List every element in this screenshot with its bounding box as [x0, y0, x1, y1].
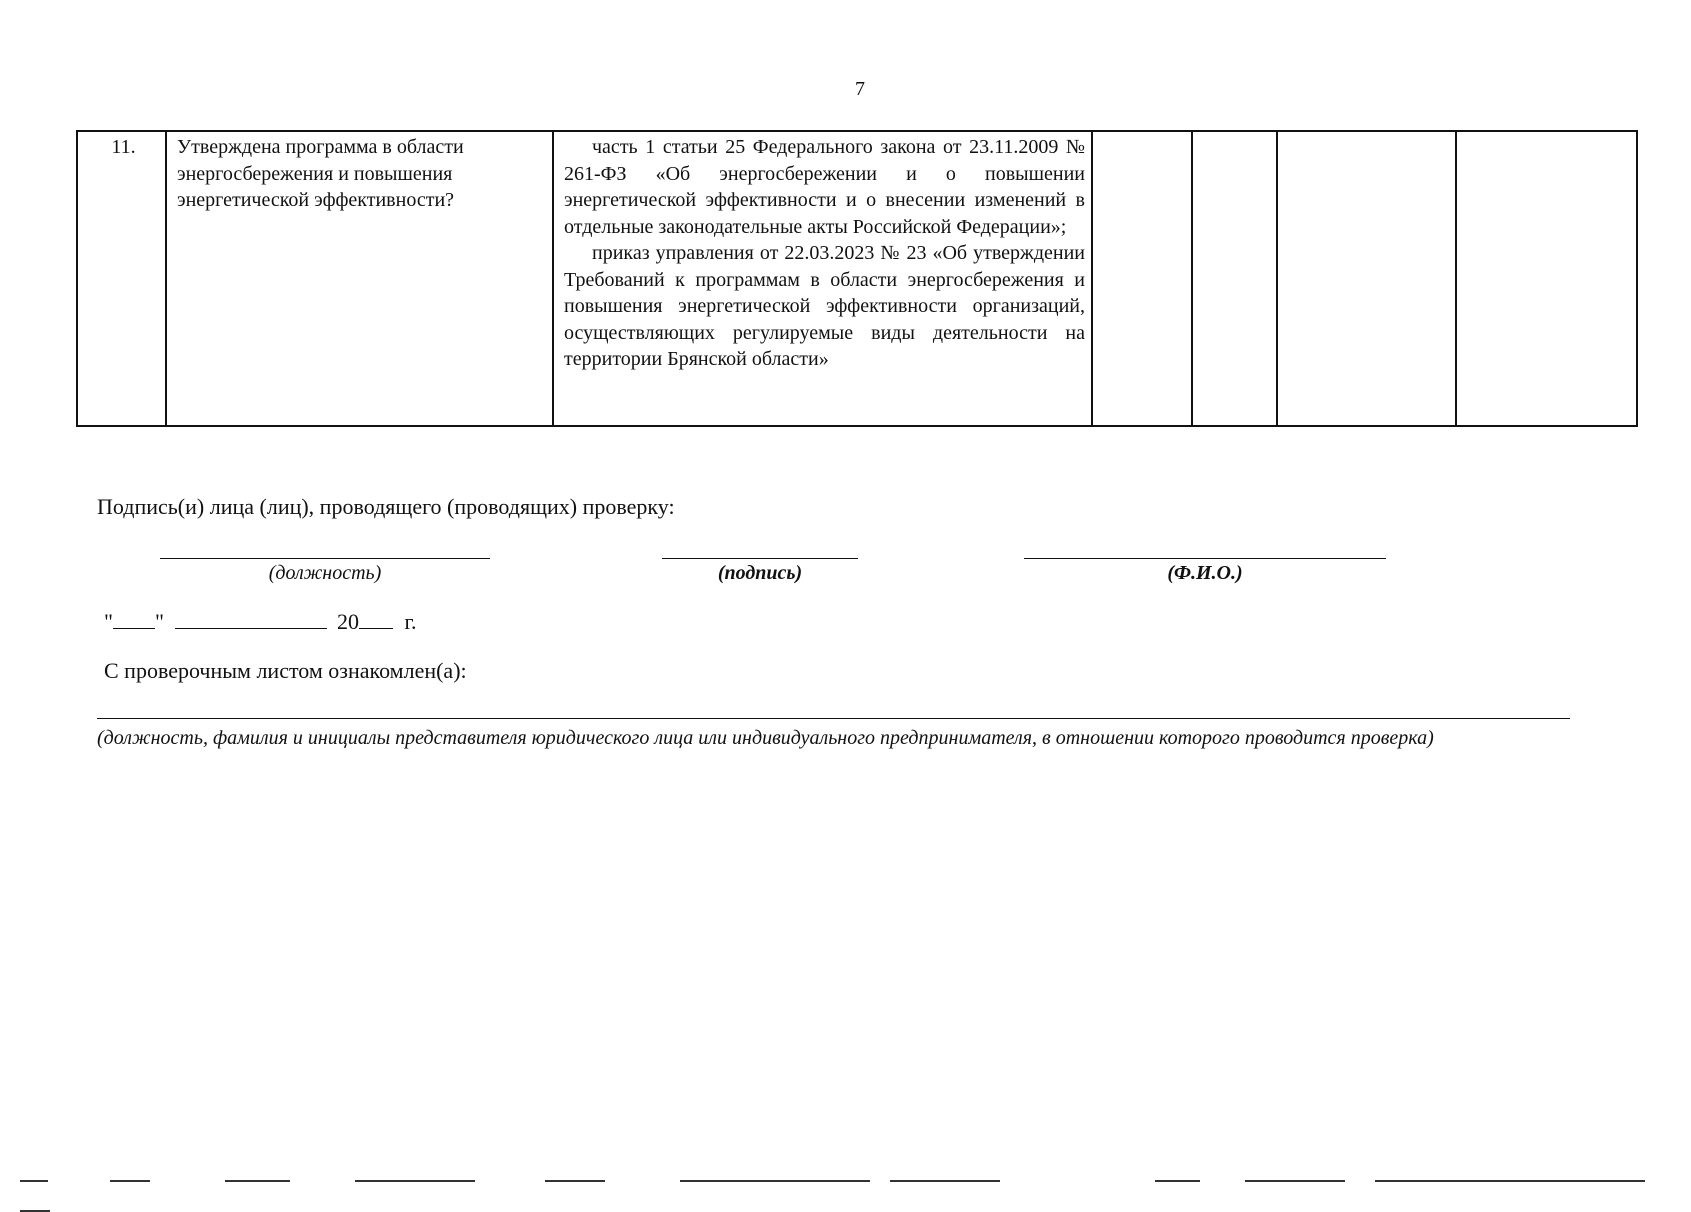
- year-blank: [359, 608, 393, 629]
- signature-caption: (подпись): [717, 562, 803, 584]
- scan-artifact: [1155, 1180, 1200, 1182]
- scan-artifact: [110, 1180, 150, 1182]
- signature-heading: Подпись(и) лица (лиц), проводящего (проводящих) проверку:: [97, 494, 675, 519]
- answer-yes-cell: [1092, 131, 1192, 426]
- month-blank: [175, 608, 327, 629]
- scan-artifact: [20, 1180, 48, 1182]
- answer-na-cell: [1277, 131, 1456, 426]
- year-prefix: 20: [336, 609, 359, 634]
- question-cell: Утверждена программа в области энергосбережения и повышения энергетической эффективности?: [166, 131, 553, 426]
- date-line: [104, 608, 417, 635]
- page-number: 7: [855, 78, 865, 100]
- legal-basis-cell: [553, 131, 1092, 426]
- scan-artifact: [890, 1180, 1000, 1182]
- scan-artifact: [225, 1180, 290, 1182]
- scan-artifact: [1245, 1180, 1345, 1182]
- position-line: [160, 558, 490, 559]
- name-line: [1024, 558, 1386, 559]
- representative-caption: (должность, фамилия и инициалы представителя юридического лица или индивидуального предпринимателя, в отношении которого проводится проверка): [97, 727, 1434, 749]
- date-open-quote: ": [104, 609, 113, 634]
- scan-artifact: [545, 1180, 605, 1182]
- name-caption: (Ф.И.О.): [1167, 562, 1243, 584]
- table-row: [77, 131, 1637, 426]
- scan-artifact: [680, 1180, 870, 1182]
- legal-basis-paragraph: приказ управления от 22.03.2023 № 23 «Об утверждении Требований к программам в области энергосбережения и повышения энергетической эффективности организаций, осуществляющих регулируемые виды деятельности на территории Брянской области»: [564, 242, 1085, 370]
- position-caption: (должность): [268, 562, 382, 584]
- legal-basis-paragraph: часть 1 статьи 25 Федерального закона от 23.11.2009 № 261-ФЗ «Об энергосбережении и о повышении энергетической эффективности и о внесении изменений в отдельные законодательные акты Российской Федерации»;: [564, 136, 1085, 238]
- date-close-quote: ": [154, 609, 164, 634]
- year-suffix: г.: [404, 609, 417, 634]
- answer-no-cell: [1192, 131, 1277, 426]
- representative-line: [97, 718, 1570, 719]
- scan-artifact: [355, 1180, 475, 1182]
- scan-artifact: [1375, 1180, 1645, 1182]
- comment-cell: [1456, 131, 1637, 426]
- acquainted-label: С проверочным листом ознакомлен(а):: [104, 658, 467, 683]
- signature-line: [662, 558, 858, 559]
- row-number: 11.: [77, 131, 166, 426]
- day-blank: [113, 608, 155, 629]
- checklist-table: [76, 130, 1638, 427]
